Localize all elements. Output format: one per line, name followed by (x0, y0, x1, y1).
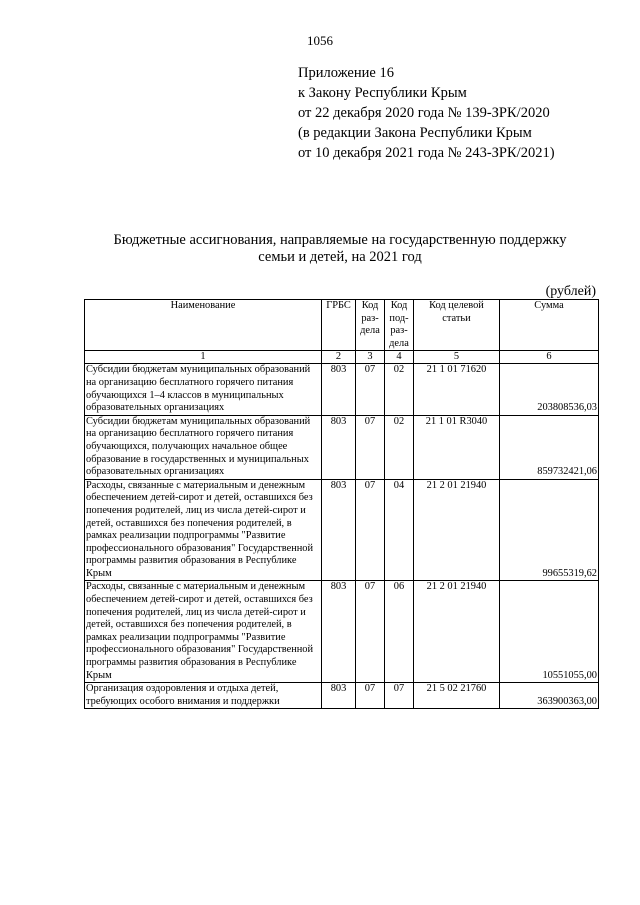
appendix-line: Приложение 16 (298, 65, 394, 81)
row-grbs: 803 (322, 581, 356, 683)
appendix-line: от 22 декабря 2020 года № 139-ЗРК/2020 (298, 105, 550, 121)
row-grbs: 803 (322, 479, 356, 581)
row-target: 21 1 01 71620 (414, 364, 500, 415)
row-name: Расходы, связанные с материальным и денежным обеспечением детей-сирот и детей, оставшихся без попечения родителей, лиц из числа детей-сирот и детей, оставшихся без попечения родителей, в рамках реализации подпрограммы "Развитие профессионального образования" Государственной программы развития образования в Республике Крым (85, 581, 322, 683)
row-section: 07 (356, 479, 385, 581)
table-row (85, 364, 599, 415)
row-section: 07 (356, 364, 385, 415)
row-target: 21 2 01 21940 (414, 581, 500, 683)
title-line: Бюджетные ассигнования, направляемые на государственную поддержку (113, 232, 567, 248)
row-sum: 203808536,03 (500, 364, 599, 415)
title-line: семьи и детей, на 2021 год (258, 249, 422, 265)
table-row (85, 415, 599, 479)
header-section: Код раз-дела (356, 300, 385, 351)
column-number: 5 (414, 351, 500, 364)
column-number-row (85, 351, 599, 364)
units-label: (рублей) (545, 284, 596, 299)
document-title (60, 232, 620, 266)
table-header-row (85, 300, 599, 351)
table-row (85, 581, 599, 683)
header-name: Наименование (85, 300, 322, 351)
header-target: Код целевой статьи (414, 300, 500, 351)
appendix-line: (в редакции Закона Республики Крым (298, 125, 532, 141)
row-target: 21 2 01 21940 (414, 479, 500, 581)
header-subsection: Код под-раз-дела (385, 300, 414, 351)
column-number: 4 (385, 351, 414, 364)
table-row (85, 683, 599, 709)
row-name: Расходы, связанные с материальным и денежным обеспечением детей-сирот и детей, оставшихся без попечения родителей, лиц из числа детей-сирот и детей, оставшихся без попечения родителей, в рамках реализации подпрограммы "Развитие профессионального образования" Государственной программы развития образования в Республике Крым (85, 479, 322, 581)
row-subsection: 04 (385, 479, 414, 581)
row-subsection: 02 (385, 364, 414, 415)
header-grbs: ГРБС (322, 300, 356, 351)
column-number: 3 (356, 351, 385, 364)
row-grbs: 803 (322, 415, 356, 479)
header-sum: Сумма (500, 300, 599, 351)
column-number: 2 (322, 351, 356, 364)
column-number: 6 (500, 351, 599, 364)
row-section: 07 (356, 683, 385, 709)
row-name: Субсидии бюджетам муниципальных образований на организацию бесплатного горячего питания обучающихся 1–4 классов в муниципальных образовательных организациях (85, 364, 322, 415)
appendix-block (298, 63, 555, 163)
row-subsection: 02 (385, 415, 414, 479)
row-sum: 99655319,62 (500, 479, 599, 581)
appendix-line: к Закону Республики Крым (298, 85, 467, 101)
row-subsection: 06 (385, 581, 414, 683)
row-name: Организация оздоровления и отдыха детей, требующих особого внимания и поддержки (85, 683, 322, 709)
row-grbs: 803 (322, 364, 356, 415)
column-number: 1 (85, 351, 322, 364)
row-grbs: 803 (322, 683, 356, 709)
row-section: 07 (356, 415, 385, 479)
row-section: 07 (356, 581, 385, 683)
row-subsection: 07 (385, 683, 414, 709)
budget-table (84, 299, 599, 709)
row-target: 21 5 02 21760 (414, 683, 500, 709)
appendix-line: от 10 декабря 2021 года № 243-ЗРК/2021) (298, 145, 555, 161)
page-number: 1056 (307, 33, 333, 48)
row-name: Субсидии бюджетам муниципальных образований на организацию бесплатного горячего питания обучающихся, получающих начальное общее образование в государственных и муниципальных образовательных организациях (85, 415, 322, 479)
table-row (85, 479, 599, 581)
row-sum: 363900363,00 (500, 683, 599, 709)
row-sum: 10551055,00 (500, 581, 599, 683)
row-target: 21 1 01 R3040 (414, 415, 500, 479)
row-sum: 859732421,06 (500, 415, 599, 479)
